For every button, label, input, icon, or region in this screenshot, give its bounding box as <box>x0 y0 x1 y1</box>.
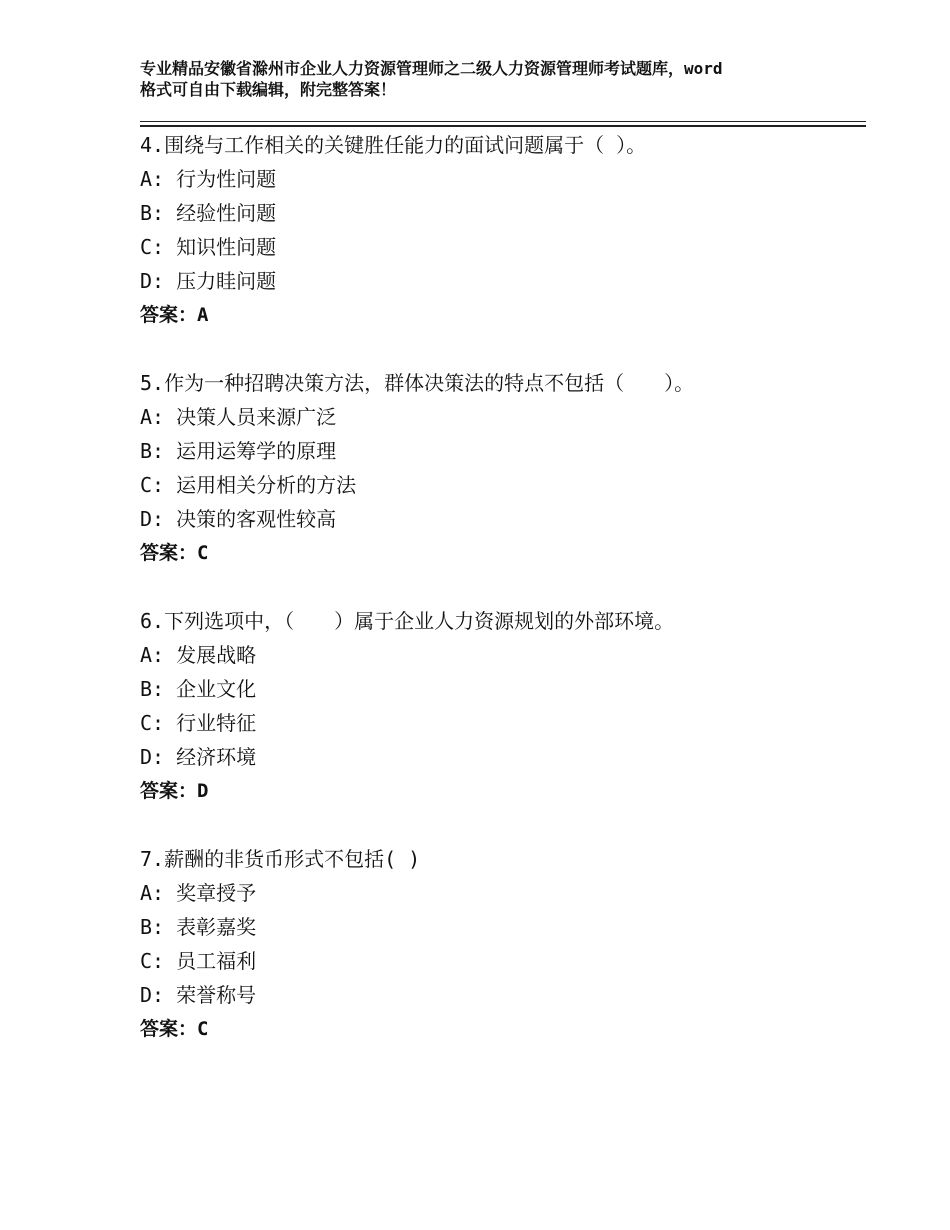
option-b: B: 经验性问题 <box>140 201 277 225</box>
question-list <box>140 128 866 1080</box>
document-header <box>140 58 860 100</box>
option-a: A: 决策人员来源广泛 <box>140 405 337 429</box>
header-line-2: 格式可自由下载编辑，附完整答案！ <box>140 80 397 99</box>
option-b: B: 表彰嘉奖 <box>140 915 257 939</box>
question-7 <box>140 842 866 1046</box>
question-5 <box>140 366 866 570</box>
question-stem: 4.围绕与工作相关的关键胜任能力的面试问题属于（ ）。 <box>140 133 647 157</box>
option-a: A: 奖章授予 <box>140 881 257 905</box>
option-c: C: 运用相关分析的方法 <box>140 473 357 497</box>
question-4 <box>140 128 866 332</box>
option-b: B: 企业文化 <box>140 677 257 701</box>
option-d: D: 荣誉称号 <box>140 983 257 1007</box>
option-b: B: 运用运筹学的原理 <box>140 439 337 463</box>
answer-label: 答案：C <box>140 1018 209 1040</box>
answer-label: 答案：A <box>140 304 209 326</box>
option-d: D: 经济环境 <box>140 745 257 769</box>
option-a: A: 行为性问题 <box>140 167 277 191</box>
header-divider-thin <box>140 121 866 122</box>
question-stem: 6.下列选项中，（ ）属于企业人力资源规划的外部环境。 <box>140 609 675 633</box>
header-line-1: 专业精品安徽省滁州市企业人力资源管理师之二级人力资源管理师考试题库，word <box>140 59 723 78</box>
answer-label: 答案：D <box>140 780 209 802</box>
option-c: C: 行业特征 <box>140 711 257 735</box>
option-c: C: 员工福利 <box>140 949 257 973</box>
header-divider-thick <box>140 125 866 127</box>
question-stem: 5.作为一种招聘决策方法，群体决策法的特点不包括（ ）。 <box>140 371 695 395</box>
option-d: D: 压力眭问题 <box>140 269 277 293</box>
option-c: C: 知识性问题 <box>140 235 277 259</box>
question-stem: 7.薪酬的非货币形式不包括( ) <box>140 847 421 871</box>
answer-label: 答案：C <box>140 542 209 564</box>
option-a: A: 发展战略 <box>140 643 257 667</box>
question-6 <box>140 604 866 808</box>
option-d: D: 决策的客观性较高 <box>140 507 337 531</box>
